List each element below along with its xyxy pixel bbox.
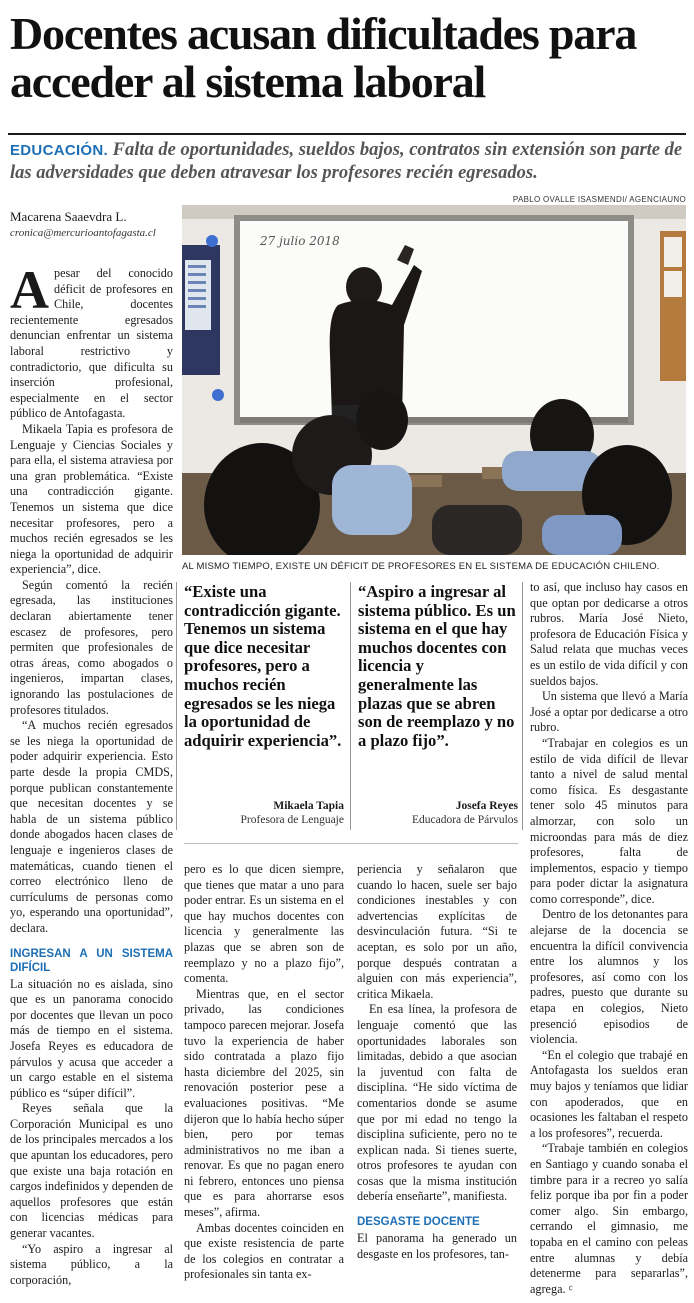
paragraph: Dentro de los detonantes para alejarse de la docencia se encuentra la difícil convivencia entre los alumnos y los profesores, así como con los padres, puesto que durante su etapa en colegios, Nieto presenció episodios de violencia. bbox=[530, 907, 688, 1047]
quote-author: Mikaela Tapia bbox=[273, 800, 344, 812]
photo-credit: PABLO OVALLE ISASMENDI/ AGENCIAUNO bbox=[512, 195, 686, 204]
paragraph: Mikaela Tapia es profesora de Lenguaje y Ciencias Sociales y para ella, el sistema atraviesa por una gran problemática. “Existe una contradicción gigante. Tenemos un sistema que dice necesitar profesores, pero a muchos recién egresados se les niega la oportunidad de adquirir experiencia”, dice. bbox=[10, 421, 173, 577]
paragraph: Mientras que, en el sector privado, las condiciones tampoco parecen mejorar. Josefa tuvo la experiencia de haber sido contratada a plazo fijo hasta diciembre del 2025, sin renovación posterior pese a evaluaciones positivas. “Me dijeron que lo había hecho súper bien, pero por temas administrativos no me iban a renovar. Es que no pagan enero ni febrero, entonces uno piensa que es para ahorrarse esos meses”, afirma. bbox=[184, 986, 344, 1220]
column-3 bbox=[357, 862, 517, 1262]
column-divider bbox=[350, 582, 351, 830]
pull-quote-1: “Existe una contradicción gigante. Tenemos un sistema que dice necesitar profesores, pero a muchos recién egresados se les niega la oportunidad de adquirir experiencia”. bbox=[184, 582, 342, 750]
column-4 bbox=[530, 580, 688, 1298]
pull-quote-1-source bbox=[184, 800, 344, 826]
author-email[interactable]: cronica@mercurioantofagasta.cl bbox=[10, 227, 156, 239]
pull-quote-2-source bbox=[358, 800, 518, 826]
board-date: 27 julio 2018 bbox=[260, 234, 340, 248]
byline bbox=[10, 209, 175, 239]
column-2 bbox=[184, 862, 344, 1283]
paragraph: periencia y señalaron que cuando lo hacen, suele ser bajo condiciones inestables y con advertencias explícitas de desvinculación futura. “Si te aceptan, es solo por un año, porque después contratan a alguien con más experiencia”, critica Mikaela. bbox=[357, 862, 517, 1001]
column-1 bbox=[10, 260, 173, 1288]
author-name: Macarena Saaevdra L. bbox=[10, 209, 127, 224]
lede-text: Falta de oportunidades, sueldos bajos, contratos sin extensión son parte de las adversidades que deben atravesar los profesores recién egresados. bbox=[10, 140, 683, 183]
classroom-photo bbox=[182, 205, 686, 555]
paragraph: “Yo aspiro a ingresar al sistema público, a la corporación, bbox=[10, 1241, 173, 1287]
paragraph: Ambas docentes coinciden en que existe resistencia de parte de los colegios en contratar a profesionales sin tanta ex- bbox=[184, 1220, 344, 1282]
subheading: DESGASTE DOCENTE bbox=[357, 1216, 480, 1229]
column-divider bbox=[176, 582, 177, 830]
paragraph: La situación no es aislada, sino que es un panorama conocido por docentes que llevan un poco más de tiempo en el sistema. Josefa Reyes es educadora de párvulos y acusa que acceder a un cargo estable en el sistema público es “súper difícil”. bbox=[10, 976, 173, 1100]
quote-author: Josefa Reyes bbox=[455, 800, 518, 812]
photo-caption: AL MISMO TIEMPO, EXISTE UN DÉFICIT DE PROFESORES EN EL SISTEMA DE EDUCACIÓN CHILENO. bbox=[182, 561, 660, 572]
pull-quote-2: “Aspiro a ingresar al sistema público. Es un sistema en el que hay muchos docentes con licencia y generalmente las plazas que se abren son de reemplazo y no a plazo fijo”. bbox=[358, 582, 516, 750]
paragraph: Apesar del conocido déficit de profesores en Chile, docentes recientemente egresados denuncian enfrentar un sistema laboral restrictivo y contradictorio, que dificulta su inserción profesional, especialmente en el sector público de Antofagasta. bbox=[10, 260, 173, 421]
paragraph: Reyes señala que la Corporación Municipal es uno de los principales mercados a los que apuntan los educadores, pero que existe una baja rotación en cargos indefinidos y dependen de aquellos profesores que están con licencias médicas para generar vacantes. bbox=[10, 1101, 173, 1241]
paragraph: “En el colegio que trabajé en Antofagasta los sueldos eran muy bajos y teníamos que lidiar con apoderados, que en ocasiones les faltaban el respeto a los profesores”, recuerda. bbox=[530, 1047, 688, 1140]
paragraph: “A muchos recién egresados se les niega la oportunidad de poder adquirir experiencia. Esto parte desde la propia CMDS, porque publican constantemente que necesitan docentes y se habla de un sistema público donde abogados hacen clases de lenguaje e ingenieros clases de matemáticas, cuando tienen el correo electrónico lleno de currículums de personas como yo, esperando una oportunidad”, declara. bbox=[10, 718, 173, 935]
paragraph: pero es lo que dicen siempre, que tienes que matar a uno para poder entrar. Es un sistema en el que hay muchos docentes con licencia y generalmente las plazas que se abren son de reemplazo y no a plazo fijo”, comenta. bbox=[184, 862, 344, 986]
drop-cap: A bbox=[10, 260, 49, 320]
paragraph: to así, que incluso hay casos en que optan por dedicarse a otros rubros. María José Nieto, profesora de Educación Física y Salud relata que muchas veces es un estilo de vida difícil y con sueldos bajos. bbox=[530, 580, 688, 688]
paragraph: “Trabajar en colegios es un estilo de vida difícil de llevar tanto a nivel de salud mental como física. Es desgastante tener solo 45 minutos para almorzar, con solo un microondas para más de diez profesores, falta de implementos, espacio y tiempo para poder dictar la asignatura como corresponde”, dice. bbox=[530, 735, 688, 906]
headline-rule bbox=[8, 133, 686, 135]
quote-role: Profesora de Lenguaje bbox=[240, 814, 344, 826]
quote-box-rule bbox=[184, 843, 518, 844]
whiteboard bbox=[240, 221, 628, 417]
subheading: INGRESAN A UN SISTEMA DIFÍCIL bbox=[10, 947, 173, 974]
paragraph: Según comentó la recién egresada, las instituciones declaran abiertamente tener escasez de profesores, pero permiten que profesionales de otras áreas, como abogados o ingenieros, impartan clases, ignorando las postulaciones de profesores titulados. bbox=[10, 577, 173, 717]
article-lede bbox=[10, 139, 686, 185]
paragraph: “Trabaje también en colegios en Santiago y cuando sonaba el timbre para ir a recreo yo salía feliz porque iba por fin a poder comer algo. Sin embargo, cerrando el gimnasio, me topaba en el camino con peleas entre alumnas y debía detenerme para separarlas”, agrega. ꟲ bbox=[530, 1141, 688, 1296]
section-kicker: EDUCACIÓN. bbox=[10, 142, 109, 159]
paragraph: El panorama ha generado un desgaste en los profesores, tan- bbox=[357, 1231, 517, 1261]
paragraph: En esa línea, la profesora de lenguaje comentó que las oportunidades laborales son limitadas, debido a que asocian la juventud con falta de disciplina. “He sido víctima de comentarios donde se asume que por mi edad no tengo la disciplina suficiente, pero no te explican nada. Si tienes suerte, otros profesores te ayudan con cosas que la misma institución debería enseñarte”, manifiesta. bbox=[357, 1002, 517, 1204]
end-mark-icon: ꟲ bbox=[568, 1284, 573, 1296]
column-divider bbox=[522, 582, 523, 830]
quote-role: Educadora de Párvulos bbox=[411, 814, 518, 826]
paragraph: Un sistema que llevó a María José a optar por dedicarse a otro rubro. bbox=[530, 689, 688, 735]
article-headline: Docentes acusan dificultades para acceder al sistema laboral bbox=[10, 8, 637, 107]
classroom-illustration bbox=[182, 205, 686, 555]
